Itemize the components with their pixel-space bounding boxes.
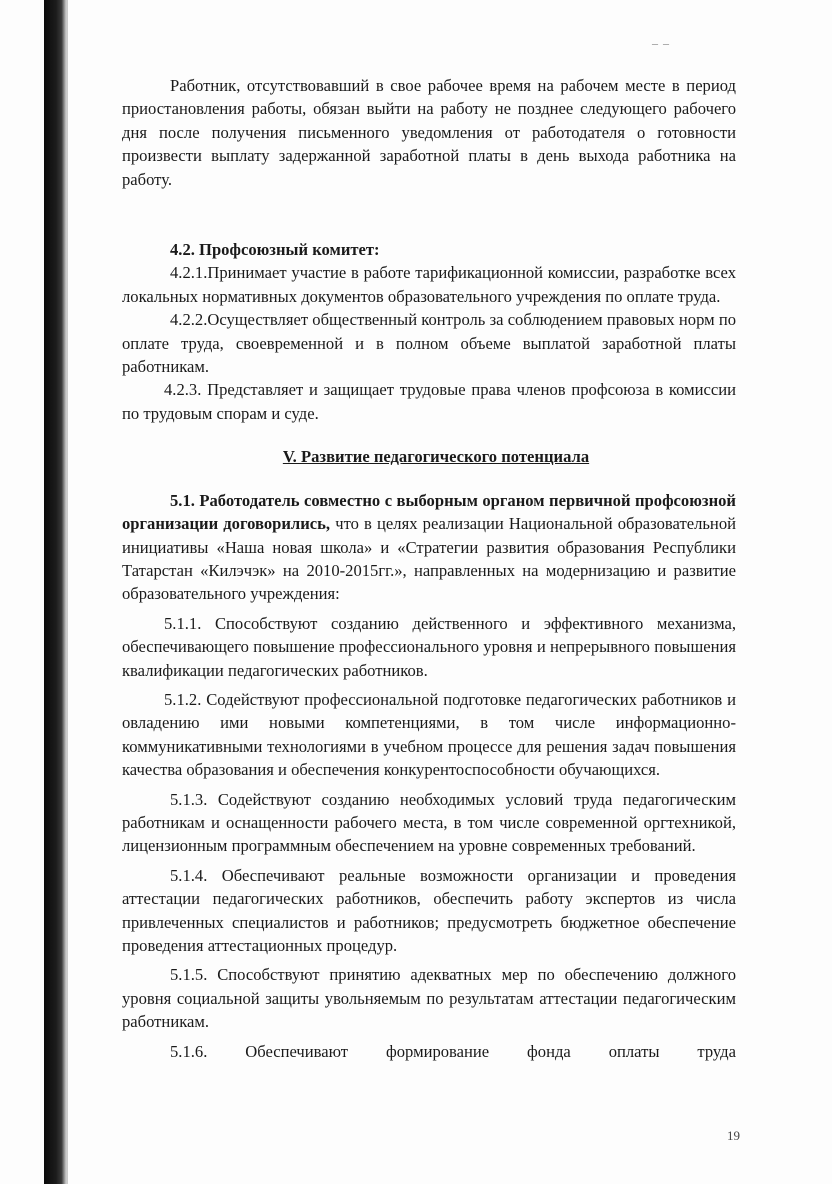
spacer [122, 425, 736, 445]
scan-binding-line [66, 0, 68, 1184]
spacer [122, 469, 736, 489]
item-4-2-1: 4.2.1.Принимает участие в работе тарификационной комиссии, разработке всех локальных нормативных документов образовательного учреждения по оплате труда. [122, 263, 736, 306]
item-5-1-4: 5.1.4. Обеспечивают реальные возможности организации и проведения аттестации педагогических работников, обеспечить работу экспертов из числа привлеченных специалистов и работников; предусмотреть бюджетное обеспечение проведения аттестационных процедур. [122, 865, 736, 955]
item-4-2-3: 4.2.3. Представляет и защищает трудовые права членов профсоюза в комиссии по трудовым спорам и суде. [122, 380, 736, 423]
paragraph-5-1 [122, 489, 736, 606]
paragraph-5-1-body: что в целях реализации Национальной образовательной инициативы «Наша новая школа» и «Стратегии развития образования Республики Татарстан «Килэчэк» на 2010-2015гг.», направленных на модернизацию и развитие образовательного учреждения: [122, 514, 736, 604]
document-body [122, 74, 736, 1063]
header-mark: – – [652, 36, 670, 50]
paragraph-intro: Работник, отсутствовавший в свое рабочее время на рабочем месте в период приостановления работы, обязан выйти на работу не позднее следующего рабочего дня после получения письменного уведомления от работодателя о готовности произвести выплату задержанной заработной платы в день выхода работника на работу. [122, 76, 736, 189]
heading-4-2: 4.2. Профсоюзный комитет: [170, 240, 380, 260]
page-number: 19 [727, 1128, 740, 1143]
item-5-1-5: 5.1.5. Способствуют принятию адекватных мер по обеспечению должного уровня социальной защиты увольняемым по результатам аттестации педагогическим работникам. [122, 965, 736, 1032]
spacer [122, 191, 736, 238]
item-5-1-1: 5.1.1. Способствуют созданию действенного и эффективного механизма, обеспечивающего повышение профессионального уровня и непрерывного повышения квалификации педагогических работников. [122, 613, 736, 680]
item-5-1-2: 5.1.2. Содействуют профессиональной подготовке педагогических работников и овладению ими новыми компетенциями, в том числе информационно-коммуникативными технологиями в учебном процессе для решения задач повышения качества образования и обеспечения конкурентоспособности обучающихся. [122, 689, 736, 780]
item-4-2-2: 4.2.2.Осуществляет общественный контроль за соблюдением правовых норм по оплате труда, своевременной и в полном объеме выплатой заработной платы работникам. [122, 310, 736, 377]
item-5-1-6: 5.1.6. Обеспечивают формирование фонда оплаты труда [170, 1041, 736, 1061]
section-5-title: V. Развитие педагогического потенциала [282, 447, 590, 467]
paragraph-5-1-lead: 5.1. Работодатель совместно с выборным органом первичной профсоюзной организации договорились, [122, 490, 736, 534]
item-5-1-3: 5.1.3. Содействуют созданию необходимых условий труда педагогическим работникам и оснащенности рабочего места, в том числе современной оргтехникой, лицензионным программным обеспечением на уровне современных требований. [122, 789, 736, 856]
scan-binding-shadow [44, 0, 66, 1184]
